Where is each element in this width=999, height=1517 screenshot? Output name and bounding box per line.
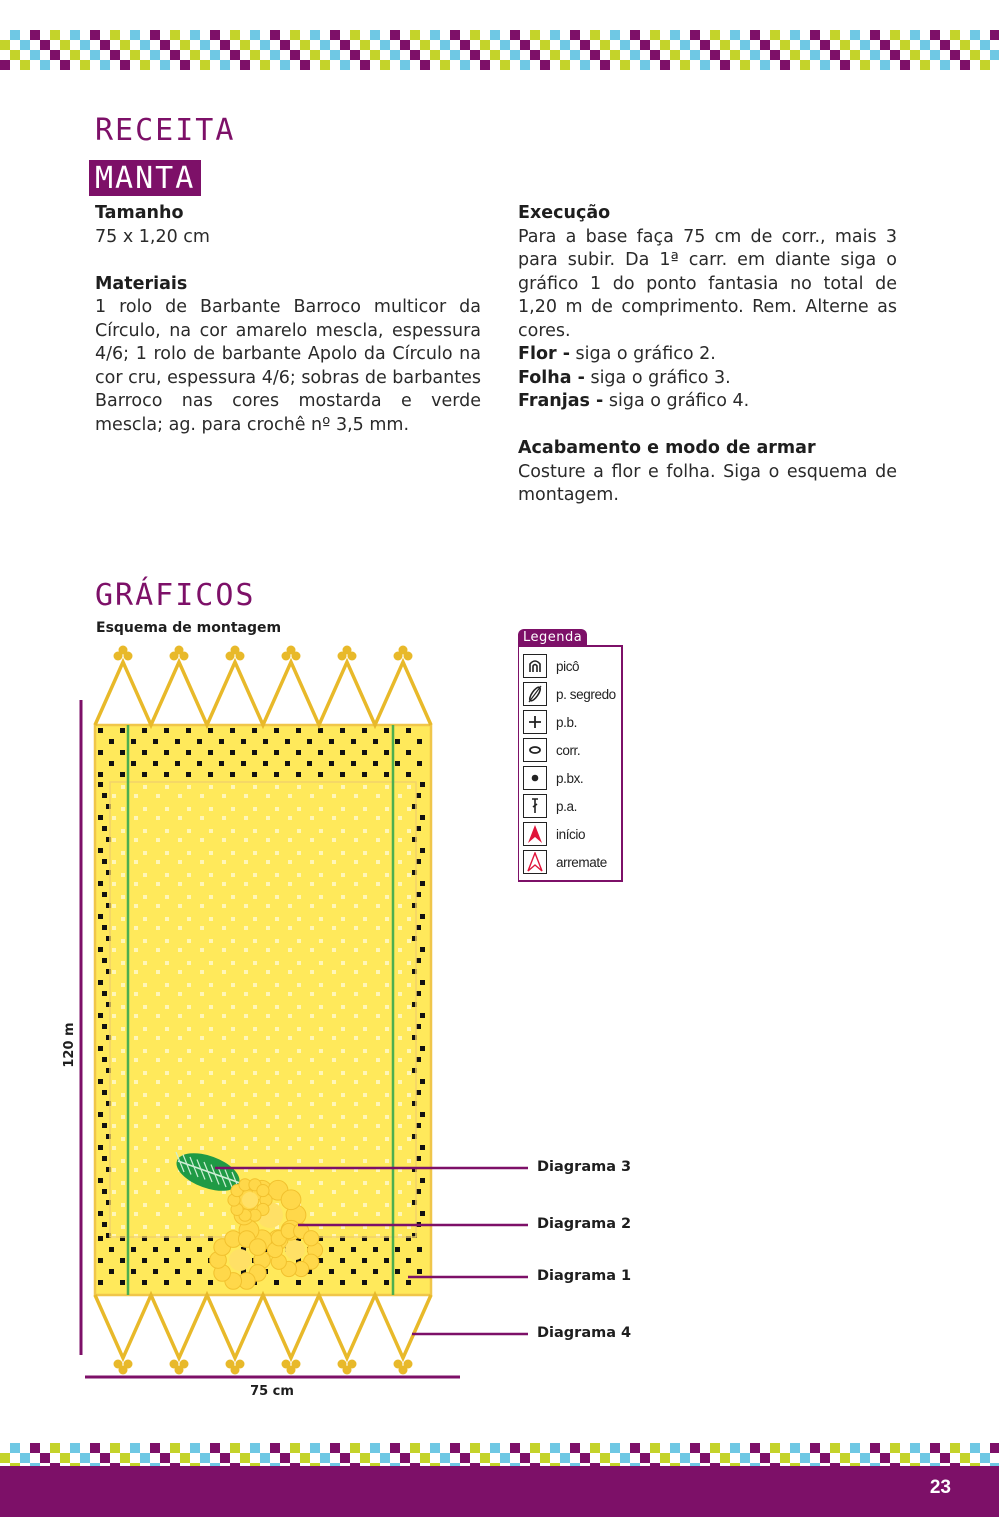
dot-icon bbox=[523, 766, 547, 790]
legend-item bbox=[523, 792, 621, 820]
franjas-text: siga o gráfico 4. bbox=[603, 391, 750, 411]
flor-text: siga o gráfico 2. bbox=[569, 344, 716, 364]
acabamento-title: Acabamento e modo de armar bbox=[518, 438, 816, 458]
pico-icon bbox=[523, 654, 547, 678]
legend-label: p.a. bbox=[556, 798, 577, 814]
legend-item bbox=[523, 764, 621, 792]
plus-icon bbox=[523, 710, 547, 734]
legend-item bbox=[523, 708, 621, 736]
legend bbox=[518, 626, 630, 882]
legend-label: corr. bbox=[556, 742, 581, 758]
heading-receita: RECEITA bbox=[95, 113, 236, 148]
legend-label: arremate bbox=[556, 854, 607, 870]
end-arrow-icon bbox=[523, 850, 547, 874]
acabamento-text: Costure a flor e folha. Siga o esquema de montagem. bbox=[518, 461, 897, 505]
callout-diagram2: Diagrama 2 bbox=[537, 1216, 632, 1232]
legend-label: p.bx. bbox=[556, 770, 584, 786]
legend-label: p. segredo bbox=[556, 686, 616, 702]
legend-box bbox=[518, 645, 623, 882]
execucao-text: Para a base faça 75 cm de corr., mais 3 para subir. Da 1ª carr. em diante siga o gráfico 1 do ponto fantasia no total de 1,20 m de comprimento. Rem. Alterne as cores. bbox=[518, 226, 897, 341]
folha-line bbox=[518, 367, 897, 391]
legend-label: início bbox=[556, 826, 586, 842]
page-number: 23 bbox=[929, 1477, 951, 1498]
legend-item bbox=[523, 848, 621, 876]
legend-title: Legenda bbox=[518, 629, 587, 646]
tamanho-title: Tamanho bbox=[95, 203, 184, 223]
materiais-text: 1 rolo de Barbante Barroco multicor da Círculo, na cor amarelo mescla, espessura 4/6; 1 rolo de barbante Apolo da Círculo na cor cru, espessura 4/6; sobras de barbantes Barroco nas cores mostarda e verde mescla; ag. para crochê nº 3,5 mm. bbox=[95, 297, 481, 435]
legend-item bbox=[523, 736, 621, 764]
flor-line bbox=[518, 343, 897, 367]
oval-icon bbox=[523, 738, 547, 762]
franjas-line bbox=[518, 390, 897, 414]
callout-diagram3: Diagrama 3 bbox=[537, 1159, 632, 1175]
execucao-title: Execução bbox=[518, 203, 611, 223]
legend-label: picô bbox=[556, 658, 580, 674]
heading-graficos: GRÁFICOS bbox=[95, 578, 256, 613]
callout-diagram1: Diagrama 1 bbox=[537, 1268, 632, 1284]
top-fringe bbox=[95, 646, 431, 726]
bottom-fringe bbox=[95, 1295, 431, 1375]
franjas-label: Franjas - bbox=[518, 391, 604, 411]
legend-item bbox=[523, 652, 621, 680]
right-column bbox=[518, 202, 897, 508]
callout-diagram4: Diagrama 4 bbox=[537, 1325, 632, 1341]
esquema-label: Esquema de montagem bbox=[96, 620, 282, 636]
tall-stitch-icon bbox=[523, 794, 547, 818]
materiais-title: Materiais bbox=[95, 273, 188, 294]
start-arrow-icon bbox=[523, 822, 547, 846]
flor-label: Flor - bbox=[518, 344, 570, 364]
tamanho-text: 75 x 1,20 cm bbox=[95, 226, 210, 247]
heading-manta: MANTA bbox=[89, 160, 201, 196]
legend-item bbox=[523, 680, 621, 708]
p-segredo-icon bbox=[523, 682, 547, 706]
folha-label: Folha - bbox=[518, 367, 585, 388]
legend-label: p.b. bbox=[556, 714, 577, 730]
height-label: 120 m bbox=[62, 1022, 77, 1068]
folha-text: siga o gráfico 3. bbox=[584, 367, 731, 388]
width-label: 75 cm bbox=[250, 1384, 294, 1399]
left-column bbox=[95, 202, 481, 437]
footer-bar bbox=[0, 1466, 999, 1517]
top-checker-band bbox=[0, 30, 999, 70]
legend-item bbox=[523, 820, 621, 848]
